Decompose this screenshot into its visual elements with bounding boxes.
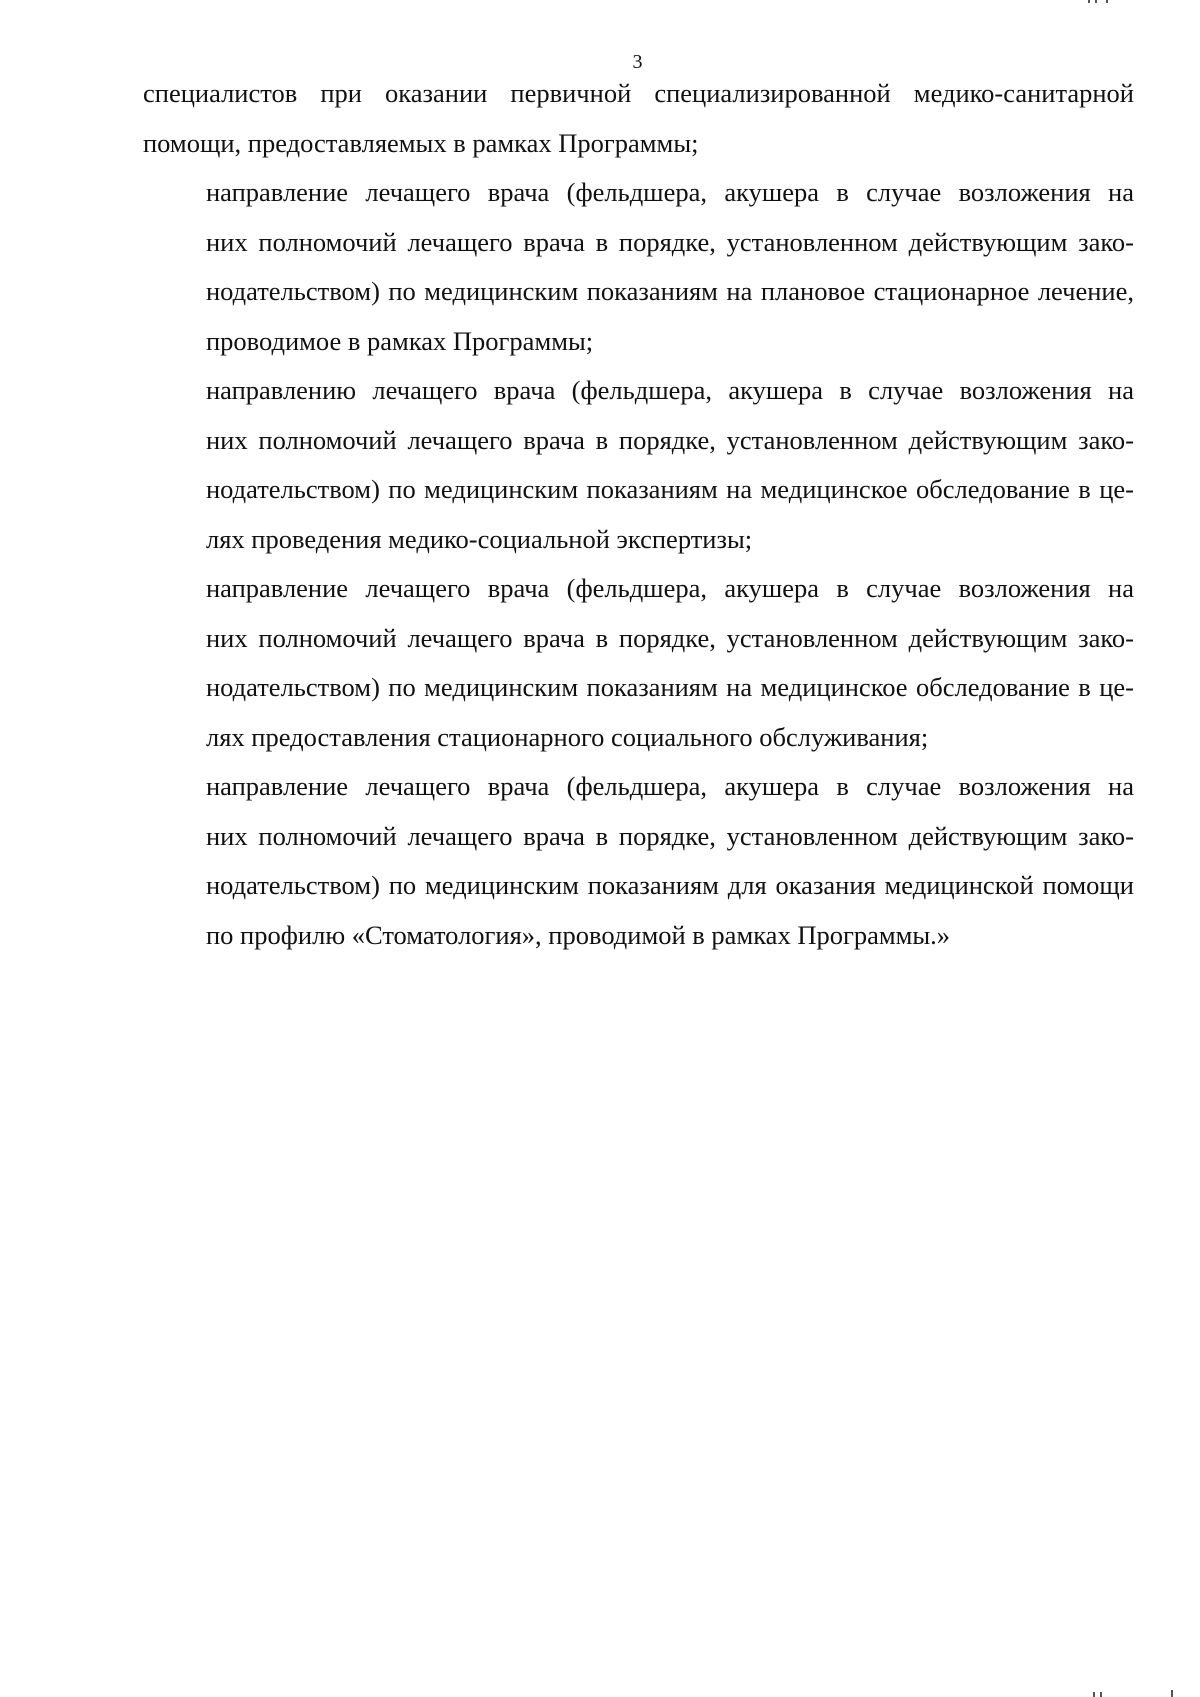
- text-line: нодательством) по медицинским показаниям на медицинское обследование в це-: [206, 672, 1134, 702]
- text-line: нодательством) по медицинским показаниям на плановое стационарное лечение,: [206, 276, 1134, 306]
- text-line: по профилю «Стоматология», проводимой в рамках Программы.»: [206, 919, 951, 950]
- paragraph-5: [143, 762, 1134, 960]
- paragraph-3: [143, 366, 1134, 564]
- text-line: лях проведения медико-социальной экспертизы;: [206, 523, 753, 554]
- document-body: [143, 69, 1134, 960]
- text-line: направление лечащего врача (фельдшера, акушера в случае возложения на: [206, 177, 1134, 207]
- text-line: них полномочий лечащего врача в порядке, установленном действующим зако-: [206, 424, 1134, 455]
- scan-mark: [1088, 0, 1090, 3]
- text-line: них полномочий лечащего врача в порядке, установленном действующим зако-: [206, 820, 1134, 851]
- text-line: помощи, предоставляемых в рамках Программы;: [143, 127, 699, 158]
- text-line: лях предоставления стационарного социального обслуживания;: [206, 721, 929, 752]
- text-line: проводимое в рамках Программы;: [206, 325, 594, 356]
- text-line: них полномочий лечащего врача в порядке, установленном действующим зако-: [206, 226, 1134, 257]
- scan-mark: [1106, 0, 1108, 3]
- scan-mark: [1171, 1690, 1173, 1697]
- text-line: нодательством) по медицинским показаниям для оказания медицинской помощи: [206, 870, 1134, 900]
- text-line: направлению лечащего врача (фельдшера, акушера в случае возложения на: [206, 375, 1134, 405]
- text-line: направление лечащего врача (фельдшера, акушера в случае возложения на: [206, 573, 1134, 603]
- paragraph-4: [143, 564, 1134, 762]
- text-line: специалистов при оказании первичной специализированной медико-санитарной: [143, 78, 1134, 108]
- scan-mark: [1095, 0, 1097, 3]
- scan-mark: [1093, 1692, 1095, 1697]
- paragraph-2: [143, 168, 1134, 366]
- scan-mark: [1100, 1692, 1102, 1697]
- text-line: них полномочий лечащего врача в порядке, установленном действующим зако-: [206, 622, 1134, 653]
- text-line: направление лечащего врача (фельдшера, акушера в случае возложения на: [206, 771, 1134, 801]
- text-line: нодательством) по медицинским показаниям на медицинское обследование в це-: [206, 474, 1134, 504]
- paragraph-1: [143, 69, 1134, 168]
- page-number: 3: [632, 51, 643, 73]
